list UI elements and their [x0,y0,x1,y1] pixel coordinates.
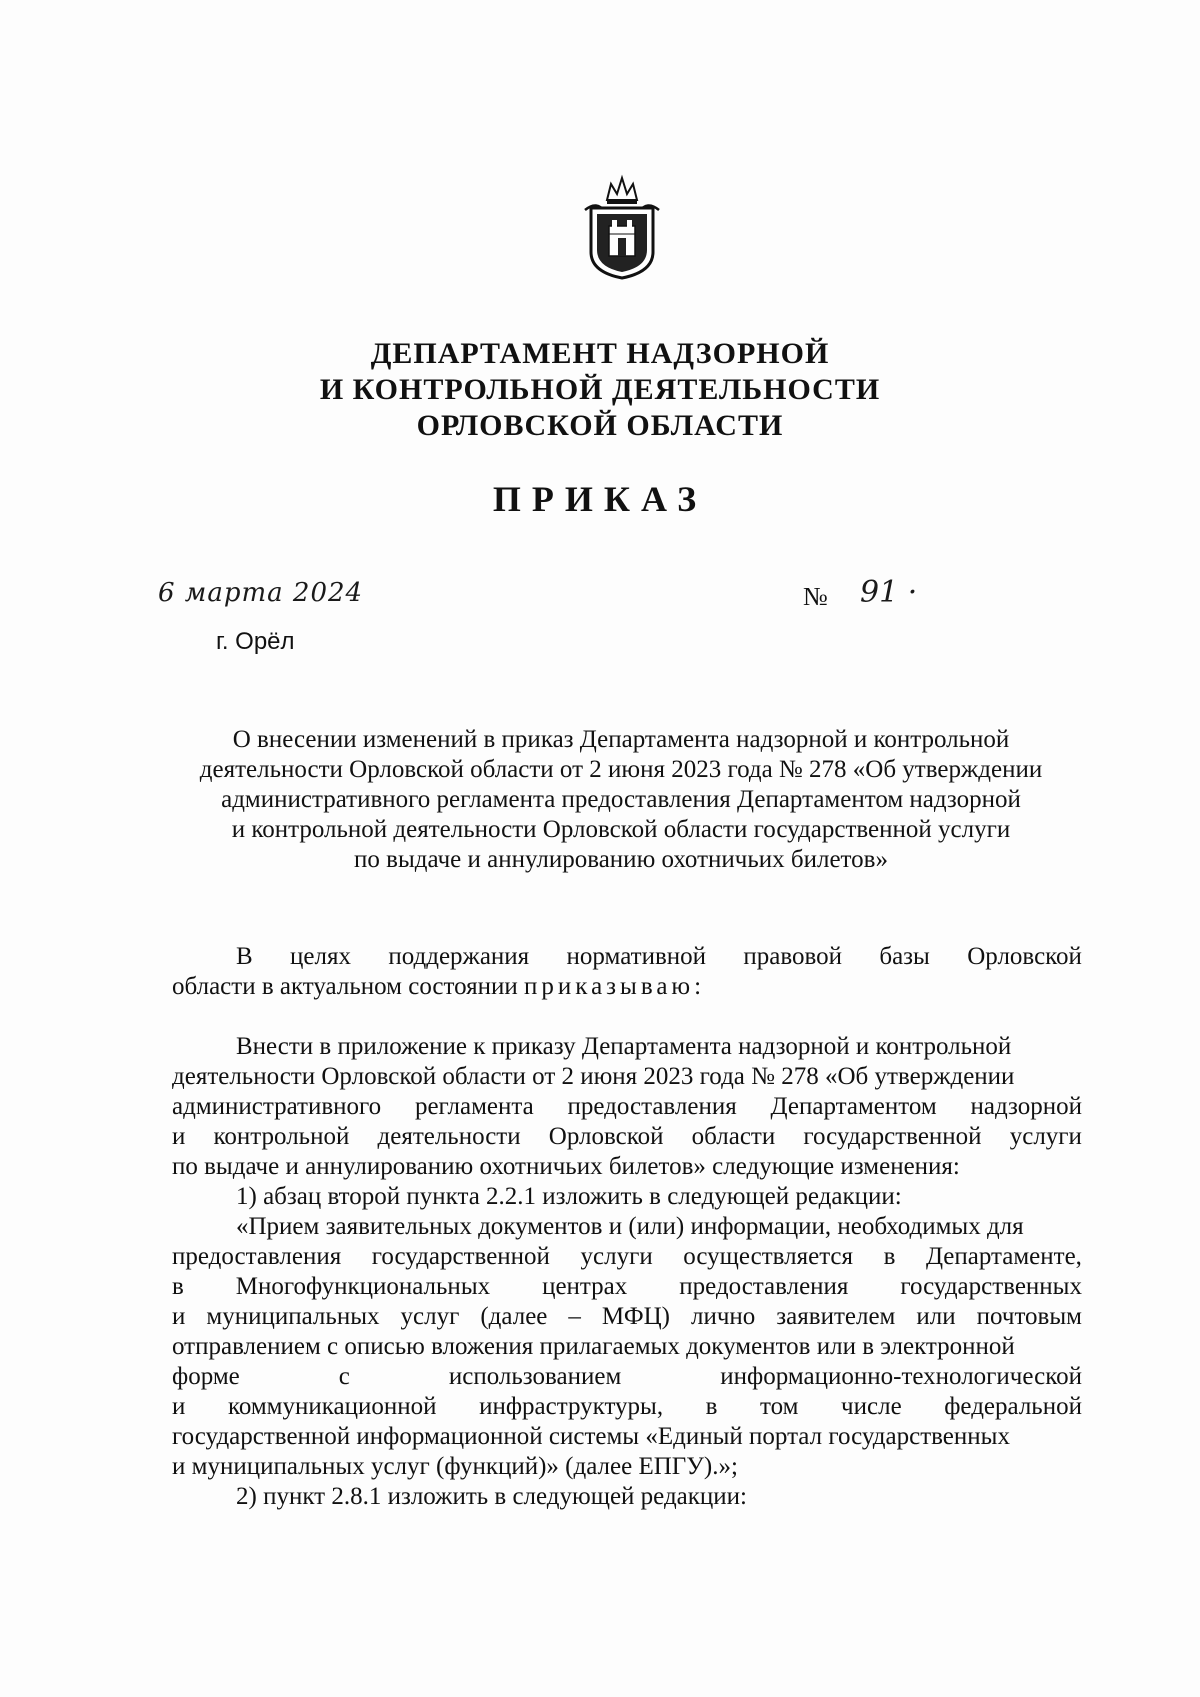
coat-of-arms-emblem [577,172,667,282]
quote-line: «Прием заявительных документов и (или) информации, необходимых для [236,1213,1024,1240]
quote-line: государственной информационной системы «Единый портал государственных [172,1423,1010,1450]
word: инфраструктуры, [479,1393,664,1420]
word: центрах [542,1273,628,1300]
word: или [916,1303,956,1330]
word: заявителем [776,1303,896,1330]
number-label: № [803,582,828,611]
preamble-text: области в актуальном состоянии [172,973,518,1000]
word: административного [172,1093,382,1120]
word: и [172,1303,186,1330]
word: муниципальных [206,1303,380,1330]
main-line-justified [172,1122,1082,1152]
word: контрольной [213,1123,350,1150]
word: в [705,1393,718,1420]
word: деятельности [377,1123,521,1150]
word: в [883,1243,896,1270]
word: МФЦ) [601,1303,670,1330]
subject-line: административного регламента предоставления Департаментом надзорной [221,786,1021,813]
department-title-line-1: ДЕПАРТАМЕНТ НАДЗОРНОЙ [370,337,830,370]
word: использованием [448,1363,622,1390]
city-label: г. Орёл [216,628,295,655]
quote-line: и муниципальных услуг (функций)» (далее ЕПГУ).»; [172,1453,738,1480]
subject-line: деятельности Орловской области от 2 июня 2023 года № 278 «Об утверждении [199,756,1043,783]
word: надзорной [970,1093,1082,1120]
word: с [338,1363,350,1390]
main-line: деятельности Орловской области от 2 июня 2023 года № 278 «Об утверждении [172,1063,1015,1090]
quote-line-justified [172,1242,1082,1272]
word: целях [290,943,351,970]
word: услуги [1009,1123,1082,1150]
word: услуг [400,1303,460,1330]
word: государственной [803,1123,982,1150]
word: коммуникационной [227,1393,437,1420]
department-title-line-2: И КОНТРОЛЬНОЙ ДЕЯТЕЛЬНОСТИ [319,373,881,406]
word: информационно-технологической [720,1363,1082,1390]
preamble-line-2 [172,972,1082,1002]
word: области [691,1123,776,1150]
subject-line: О внесении изменений в приказ Департамента надзорной и контрольной [232,726,1010,753]
word: поддержания [388,943,530,970]
list-item-1: 1) абзац второй пункта 2.2.1 изложить в следующей редакции: [236,1183,902,1210]
word: услуги [580,1243,653,1270]
word: Департаменте, [925,1243,1082,1270]
handwritten-date: 6 марта 2024 [158,578,364,608]
word: почтовым [976,1303,1082,1330]
word: государственной [371,1243,550,1270]
quote-line: отправлением с описью вложения прилагаемых документов или в электронной [172,1333,1015,1360]
order-subject [160,725,1082,875]
word: и [172,1123,186,1150]
order-word: приказываю: [524,973,706,1000]
word: форме [172,1363,240,1390]
department-title-line-3: ОРЛОВСКОЙ ОБЛАСТИ [416,409,784,442]
main-paragraph [172,1032,1082,1512]
word: Департаментом [770,1093,937,1120]
word: Орловской [548,1123,664,1150]
word: В [236,943,253,970]
preamble-line-1 [172,942,1082,972]
handwritten-order-number: 91 · [860,575,918,610]
list-item-2: 2) пункт 2.8.1 изложить в следующей редакции: [236,1483,747,1510]
word: том [760,1393,799,1420]
word: предоставления [172,1243,342,1270]
word: в [172,1273,184,1300]
word: лично [690,1303,756,1330]
subject-line: и контрольной деятельности Орловской области государственной услуги [231,816,1011,843]
quote-line-justified [172,1302,1082,1332]
main-line: по выдаче и аннулированию охотничьих билетов» следующие изменения: [172,1153,960,1180]
word: – [568,1303,581,1330]
preamble-paragraph [172,942,1082,1002]
word: предоставления [567,1093,737,1120]
quote-line-justified [172,1272,1082,1302]
quote-line-justified [172,1392,1082,1422]
document-type-title: ПРИКАЗ [492,479,708,519]
word: предоставления [679,1273,849,1300]
word: регламента [414,1093,534,1120]
word: базы [879,943,930,970]
word: государственных [900,1273,1082,1300]
word: федеральной [944,1393,1082,1420]
word: Многофункциональных [235,1273,491,1300]
word: правовой [743,943,842,970]
word: осуществляется [683,1243,854,1270]
word: числе [841,1393,902,1420]
main-line-justified [172,1092,1082,1122]
quote-line-justified [172,1362,1082,1392]
subject-line: по выдаче и аннулированию охотничьих билетов» [354,846,888,873]
word: (далее [480,1303,548,1330]
word: и [172,1393,186,1420]
word: Орловской [967,943,1082,970]
word: нормативной [566,943,707,970]
main-line: Внести в приложение к приказу Департамента надзорной и контрольной [236,1033,1012,1060]
